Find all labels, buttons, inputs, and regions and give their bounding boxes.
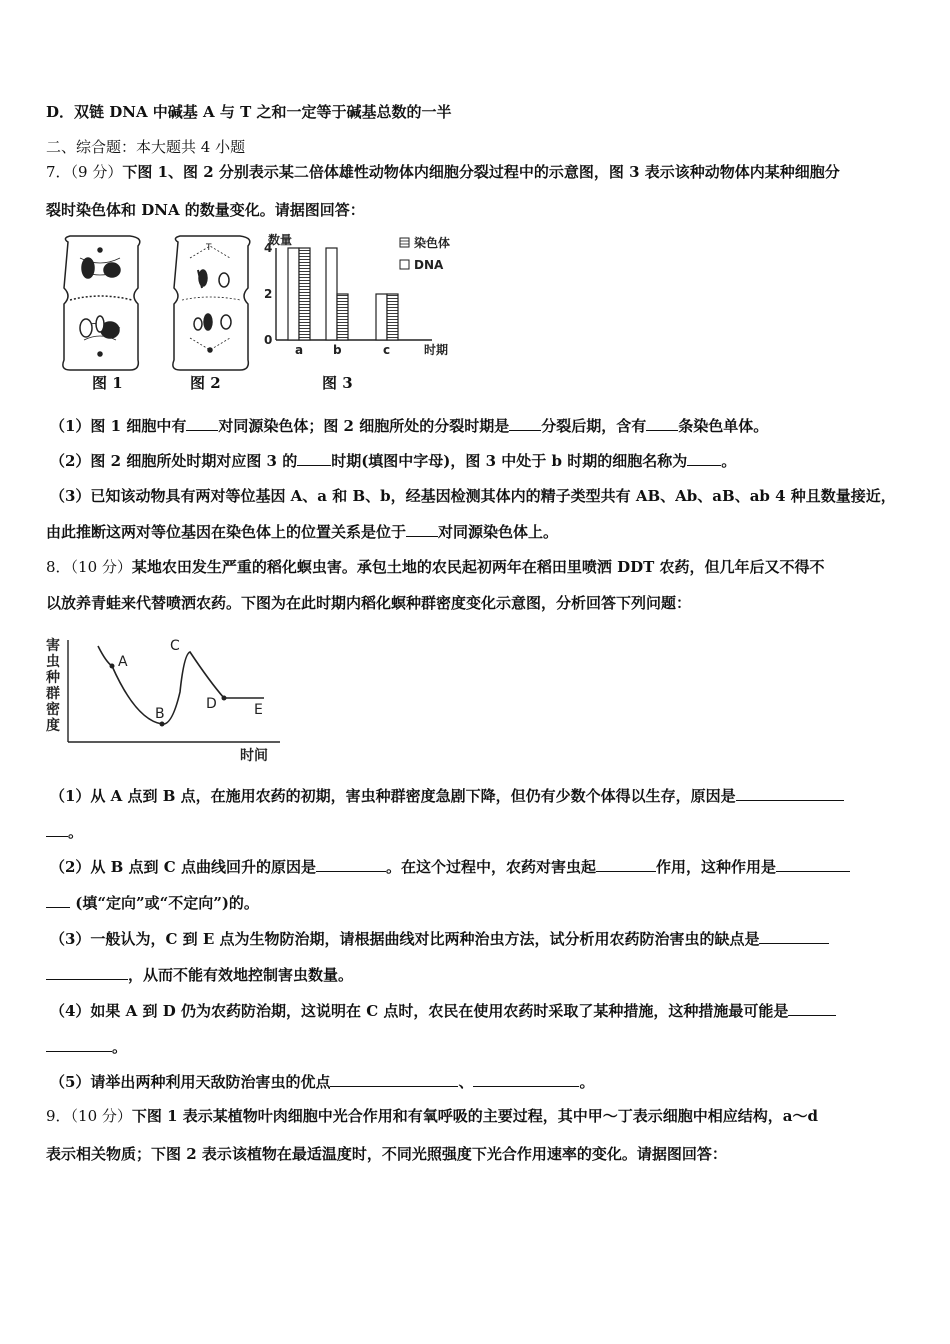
figure2-cell [173, 236, 250, 370]
q7-sub1-d: 条染色单体。 [678, 417, 769, 435]
fig3-xlabel: 时期 [424, 343, 449, 357]
answer-blank[interactable] [596, 857, 656, 872]
q8-sub2-c: 作用，这种作用是 [655, 858, 776, 876]
fig3-y-tick-label: 2 [264, 287, 273, 301]
q7-stem-line2: 裂时染色体和 DNA 的数量变化。请据图回答： [46, 201, 365, 219]
legend-dna: DNA [414, 258, 444, 272]
fig2-label: 图 2 [190, 374, 221, 392]
q7-sub3-line2 [46, 522, 558, 542]
fig3-bar-b-dna [326, 248, 337, 340]
fig3-bar-a-dna [288, 248, 299, 340]
q8-sub3-b: ，从而不能有效地控制害虫数量。 [128, 966, 354, 984]
q8-stem1: 某地农田发生严重的稻化螟虫害。承包土地的农民起初两年在稻田里喷洒 DDT 农药，但几年后又不得不 [131, 558, 825, 576]
figure1-cell [63, 236, 140, 370]
q8-sub1-line2 [46, 822, 83, 842]
q8-sub5 [50, 1072, 594, 1092]
q8-sub4-line1 [50, 1001, 836, 1021]
answer-blank[interactable] [330, 1072, 458, 1087]
q8-stem-line2: 以放养青蛙来代替喷洒农药。下图为在此时期内稻化螟种群密度变化示意图，分析回答下列问题： [46, 594, 692, 612]
answer-blank[interactable] [46, 893, 70, 908]
answer-blank[interactable] [776, 857, 850, 872]
q9-stem-line2: 表示相关物质；下图 2 表示该植物在最适温度时，不同光照强度下光合作用速率的变化。请据图回答： [46, 1145, 727, 1163]
point-d-label: D [206, 696, 217, 712]
answer-blank[interactable] [646, 416, 678, 431]
q7-sub2 [50, 451, 736, 471]
ylabel-char: 密 [46, 702, 60, 718]
option-d: D．双链 DNA 中碱基 A 与 T 之和一定等于碱基总数的一半 [46, 103, 452, 121]
q8-sub2-a: （2）从 B 点到 C 点曲线回升的原因是 [50, 858, 316, 876]
ylabel-char: 种 [46, 670, 60, 686]
fig3-x-tick-label: b [333, 343, 342, 357]
answer-blank[interactable] [687, 451, 721, 466]
q8-sub1-line1 [50, 786, 844, 806]
q8-sub2-b: 。在这个过程中，农药对害虫起 [385, 858, 596, 876]
point-e-label: E [254, 702, 263, 718]
point-b-label: B [155, 706, 165, 722]
point-a-label: A [118, 654, 128, 670]
q8-stem-line1 [46, 557, 825, 577]
q8-sub5-a: （5）请举出两种利用天敌防治害虫的优点 [50, 1073, 331, 1091]
q7-number: 7．（9 分） [46, 163, 123, 181]
answer-blank[interactable] [46, 965, 128, 980]
q7-sub1-c: 分裂后期，含有 [541, 417, 647, 435]
answer-blank[interactable] [759, 929, 829, 944]
answer-blank[interactable] [46, 822, 68, 837]
q8-sub5-b: 、 [458, 1073, 474, 1091]
figure3-bar-chart [264, 232, 450, 357]
q8-xlabel: 时间 [240, 748, 268, 764]
q8-sub1-a: （1）从 A 点到 B 点，在施用农药的初期，害虫种群密度急剧下降，但仍有少数个体得以生存，原因是 [50, 787, 736, 805]
q8-sub3-a: （3）一般认为，C 到 E 点为生物防治期，请根据曲线对比两种治虫方法，试分析用农药防治害虫的缺点是 [50, 930, 760, 948]
ylabel-char: 害 [46, 638, 60, 654]
q8-ylabel [45, 637, 60, 734]
section-heading: 二、综合题：本大题共 4 小题 [46, 138, 246, 156]
q7-sub1-a: （1）图 1 细胞中有 [50, 417, 187, 435]
q7-sub2-b: 时期(填图中字母)，图 3 中处于 b 时期的细胞名称为 [331, 452, 688, 470]
fig3-x-tick-label: c [383, 343, 391, 357]
fig3-bar-c-dna [376, 294, 387, 340]
answer-blank[interactable] [186, 416, 218, 431]
q8-sub4-a: （4）如果 A 到 D 仍为农药防治期，这说明在 C 点时，农民在使用农药时采取了某种措施，这种措施最可能是 [50, 1002, 789, 1020]
q9-stem1: 下图 1 表示某植物叶肉细胞中光合作用和有氧呼吸的主要过程，其中甲～丁表示细胞中相应结构，a～d [131, 1107, 818, 1125]
q9-number: 9．（10 分） [46, 1107, 132, 1125]
q7-sub3-line1: （3）已知该动物具有两对等位基因 A、a 和 B、b，经基因检测其体内的精子类型共有 AB、Ab、aB、ab 4 种且数量接近， [50, 487, 896, 505]
fig1-label: 图 1 [92, 374, 123, 392]
answer-blank[interactable] [473, 1072, 579, 1087]
q7-sub3-b: 由此推断这两对等位基因在染色体上的位置关系是位于 [46, 523, 407, 541]
answer-blank[interactable] [406, 522, 438, 537]
q8-sub4-line2 [46, 1037, 127, 1057]
q8-density-chart [40, 632, 300, 772]
q9-stem-line1 [46, 1106, 818, 1126]
legend-swatch-dna [400, 260, 409, 269]
fig3-ylabel: 数量 [268, 233, 293, 247]
q7-sub2-a: （2）图 2 细胞所处时期对应图 3 的 [50, 452, 298, 470]
fig3-bar-a-chromosome [299, 248, 310, 340]
ylabel-char: 群 [46, 686, 60, 702]
answer-blank[interactable] [316, 857, 386, 872]
fig3-bar-c-chromosome [387, 294, 398, 340]
point-a-marker [110, 664, 115, 669]
point-d-marker [222, 696, 227, 701]
q8-sub4-b: 。 [112, 1038, 128, 1056]
q8-sub2-line1 [50, 857, 850, 877]
fig3-y-tick-label: 0 [264, 333, 273, 347]
fig3-y-tick-label: 4 [264, 241, 273, 255]
q7-sub3-c: 对同源染色体上。 [438, 523, 559, 541]
q7-sub1 [50, 416, 768, 436]
q8-sub1-b: 。 [68, 823, 84, 841]
answer-blank[interactable] [297, 451, 331, 466]
q7-stem1: 下图 1、图 2 分别表示某二倍体雄性动物体内细胞分裂过程中的示意图，图 3 表示该种动物体内某种细胞分 [122, 163, 840, 181]
answer-blank[interactable] [736, 786, 844, 801]
answer-blank[interactable] [509, 416, 541, 431]
ylabel-char: 度 [46, 718, 60, 734]
q8-sub2-d: (填“定向”或“不定向”)的。 [70, 894, 259, 912]
answer-blank[interactable] [788, 1001, 836, 1016]
q7-sub1-b: 对同源染色体；图 2 细胞所处的分裂时期是 [218, 417, 510, 435]
legend-chromosome: 染色体 [414, 236, 451, 250]
q8-sub5-c: 。 [579, 1073, 595, 1091]
point-b-marker [160, 722, 165, 727]
answer-blank[interactable] [46, 1037, 112, 1052]
q8-sub3-line2 [46, 965, 353, 985]
q8-number: 8．（10 分） [46, 558, 132, 576]
point-c-label: C [170, 638, 180, 654]
fig3-x-tick-label: a [295, 343, 304, 357]
q8-sub2-line2 [46, 893, 259, 913]
q7-stem-line1 [46, 162, 840, 182]
svg-text:T: T [206, 243, 212, 253]
fig3-bar-b-chromosome [337, 294, 348, 340]
q8-sub3-line1 [50, 929, 829, 949]
fig3-label: 图 3 [322, 374, 353, 392]
legend-swatch-chromosome [400, 238, 409, 247]
q7-sub2-c: 。 [721, 452, 737, 470]
ylabel-char: 虫 [46, 654, 60, 670]
